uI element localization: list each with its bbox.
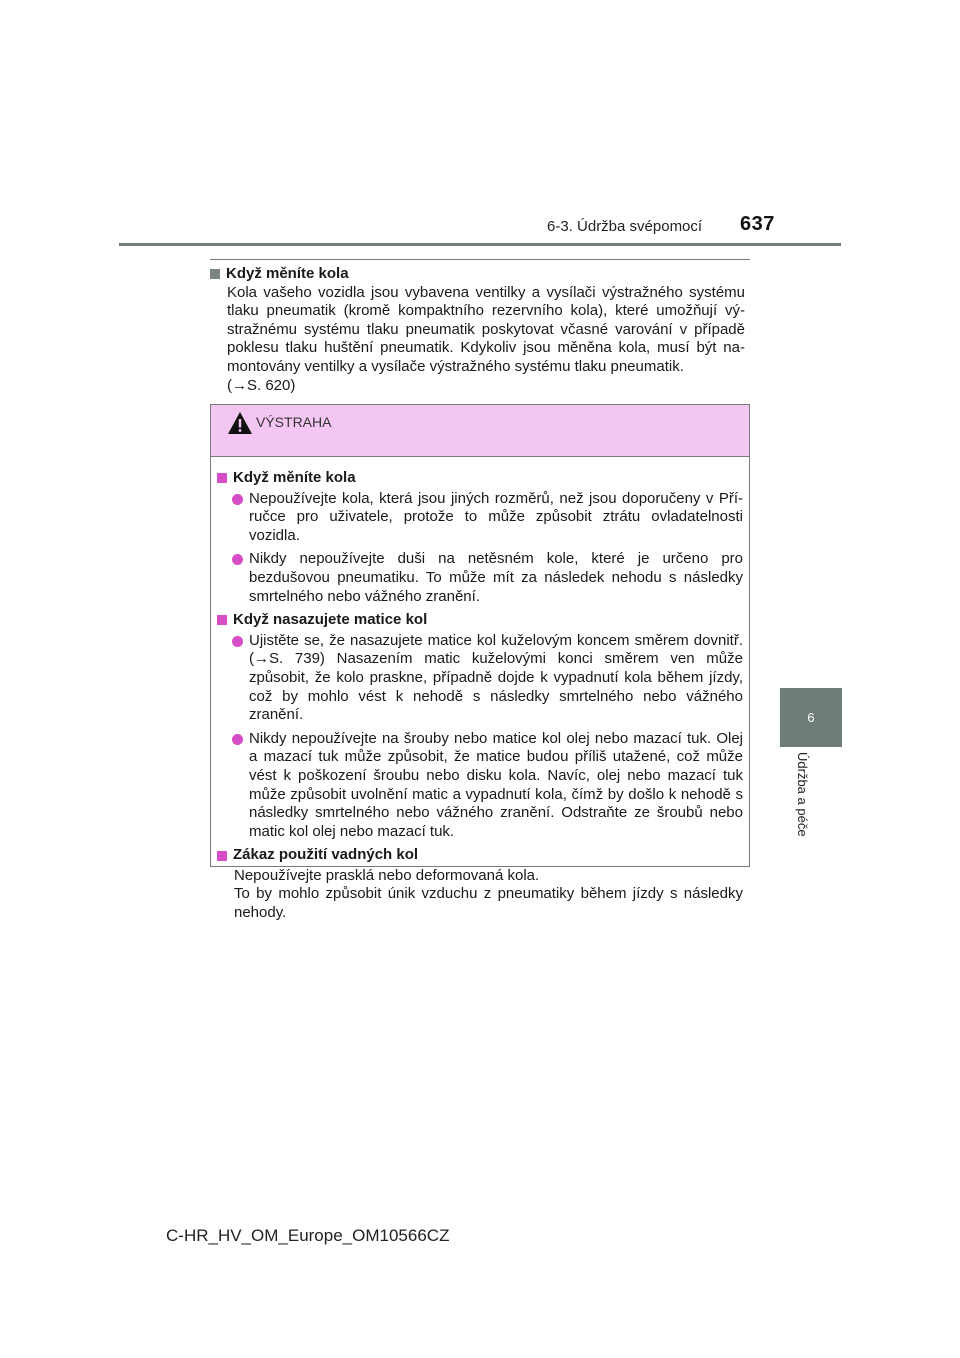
warning-group-heading xyxy=(217,846,743,865)
section-heading xyxy=(210,265,745,284)
section-heading-text: Když měníte kola xyxy=(226,265,349,282)
circle-bullet-icon xyxy=(232,494,243,505)
section-line: tlaku pneumatik (kromě kompaktního rezervního kola), které umožňují vý- xyxy=(227,302,745,320)
content-divider xyxy=(210,259,750,260)
warning-box xyxy=(210,404,750,922)
circle-bullet-icon xyxy=(232,554,243,565)
square-bullet-icon xyxy=(210,269,220,279)
chapter-number: 6 xyxy=(807,710,815,725)
section-body xyxy=(210,284,745,396)
section-line: montovány ventilky a vysílače výstražného systému tlaku pneumatik. xyxy=(227,357,684,375)
square-bullet-icon xyxy=(217,473,227,483)
square-bullet-icon xyxy=(217,615,227,625)
warning-triangle-icon xyxy=(227,411,253,435)
header-section-title: 6-3. Údržba svépomocí xyxy=(547,218,703,235)
warning-paragraph: Nepoužívejte prasklá nebo deformovaná kola. xyxy=(234,866,540,884)
section-line: (→S. 620) xyxy=(227,376,296,394)
warning-title: VÝSTRAHA xyxy=(256,414,332,430)
warning-bullet xyxy=(217,490,743,546)
warning-header xyxy=(211,405,749,457)
warning-group-heading xyxy=(217,611,743,630)
warning-bullet-text: Nepoužívejte kola, která jsou jiných rozměrů, než jsou doporučeny v Pří-ručce pro uživatele, protože to může způsobit ztrátu ovladatelnosti vozidla. xyxy=(249,489,743,544)
warning-bullet xyxy=(217,632,743,725)
warning-body xyxy=(211,457,749,923)
warning-bullet-text: Ujistěte se, že nasazujete matice kol kuželovým koncem směrem dovnitř. (→S. 739) Nasazením matic kuželovými konci směrem ven může způsobit, že kolo praskne, případně dojde k vypadnutí kola během jízdy, což by mohlo vést k nehodě s následky smrtelného nebo vážného zranění. xyxy=(249,631,743,724)
circle-bullet-icon xyxy=(232,734,243,745)
warning-bullet-text: Nikdy nepoužívejte duši na netěsném kole, které je určeno pro bezdušovou pneumatiku. To může mít za následek nehodu s následky smrtelného nebo vážného zranění. xyxy=(249,550,743,605)
square-bullet-icon xyxy=(217,851,227,861)
chapter-label: Údržba a péče xyxy=(795,752,810,837)
section-line: stražnému systému tlaku pneumatik poskytovat včasné varování v případě xyxy=(227,320,745,338)
warning-bullet xyxy=(217,730,743,842)
warning-group-heading xyxy=(217,469,743,488)
warning-group-heading-text: Zákaz použití vadných kol xyxy=(233,846,419,864)
warning-group-heading-text: Když nasazujete matice kol xyxy=(233,611,428,629)
header-divider xyxy=(119,243,841,246)
section-line: Kola vašeho vozidla jsou vybavena ventilky a vysílači výstražného systému xyxy=(227,283,745,301)
warning-group-heading-text: Když měníte kola xyxy=(233,469,356,486)
page-number: 637 xyxy=(740,213,775,235)
warning-paragraph: To by mohlo způsobit únik vzduchu z pneumatiky během jízdy s následky nehody. xyxy=(234,885,743,922)
footer-document-code: C-HR_HV_OM_Europe_OM10566CZ xyxy=(166,1226,450,1245)
circle-bullet-icon xyxy=(232,636,243,647)
section-line: poklesu tlaku huštění pneumatik. Kdykoliv jsou měněna kola, musí být na- xyxy=(227,339,745,357)
warning-bullet-text: Nikdy nepoužívejte na šrouby nebo matice kol olej nebo mazací tuk. Olej a mazací tuk může způsobit, že matice budou příliš utažené, což může vést k poškození šroubu nebo disku kola. Navíc, olej nebo mazací tuk může způsobit uvolnění matic a vypadnutí kola, čímž by došlo k nehodě s následky smrtelného nebo vážného zranění. Odstraňte ze šroubů nebo matic kol olej nebo mazací tuk. xyxy=(249,729,743,840)
warning-bullet xyxy=(217,550,743,606)
info-section xyxy=(210,265,745,395)
chapter-tab xyxy=(780,688,842,747)
